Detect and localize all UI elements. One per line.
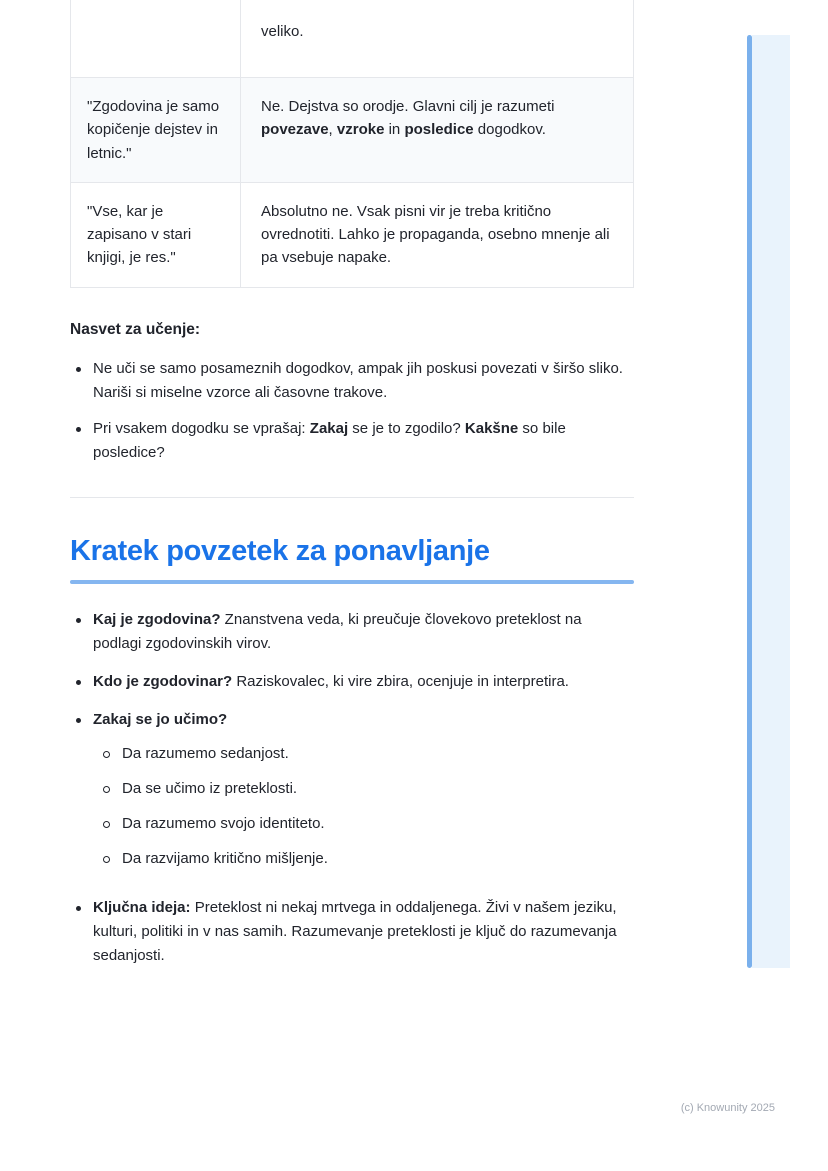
table-row bbox=[71, 78, 633, 183]
sub-list-item-text: Da razvijamo kritično mišljenje. bbox=[122, 850, 328, 868]
text-segment: se je to zgodilo? bbox=[348, 419, 465, 437]
text-segment: so bile posledice? bbox=[93, 419, 566, 461]
list-item bbox=[70, 357, 634, 405]
sub-list-item-text: Da se učimo iz preteklosti. bbox=[122, 780, 298, 798]
list-item-text bbox=[93, 357, 634, 405]
sub-list-item bbox=[93, 847, 634, 871]
circle-bullet-icon bbox=[103, 856, 110, 863]
sub-list-item bbox=[93, 742, 634, 766]
list-item bbox=[70, 608, 634, 656]
bullet-icon bbox=[76, 618, 81, 623]
bullet-icon bbox=[76, 680, 81, 685]
bullet-icon bbox=[76, 718, 81, 723]
document-page bbox=[70, 0, 634, 982]
list-item-text bbox=[93, 708, 634, 882]
list-item bbox=[70, 417, 634, 465]
section-divider bbox=[70, 497, 634, 498]
table-cell-claim bbox=[71, 78, 241, 182]
summary-list bbox=[70, 608, 634, 968]
text-segment: Znanstvena veda, ki preučuje človekovo preteklost na podlagi zgodovinskih virov. bbox=[93, 611, 582, 653]
text-segment: Raziskovalec, ki vire zbira, ocenjuje in interpretira. bbox=[232, 673, 569, 691]
table-cell-response bbox=[241, 0, 633, 77]
list-item bbox=[70, 708, 634, 882]
heading-underline bbox=[70, 580, 634, 584]
text-segment: in bbox=[384, 121, 405, 139]
text-segment: povezave bbox=[261, 121, 329, 139]
list-item-text bbox=[93, 608, 634, 656]
text-segment: vzroke bbox=[336, 121, 385, 139]
sub-list-item-text: Da razumemo sedanjost. bbox=[122, 745, 289, 763]
bullet-icon bbox=[76, 367, 81, 372]
text-segment: posledice bbox=[404, 121, 474, 139]
list-item bbox=[70, 896, 634, 968]
text-segment: Zakaj se jo učimo? bbox=[93, 711, 228, 729]
text-segment: Preteklost ni nekaj mrtvega in oddaljenega. Živi v našem jeziku, kulturi, politiki in v nas samih. Razumevanje preteklosti je ključ do razumevanja sedanjosti. bbox=[93, 899, 617, 965]
circle-bullet-icon bbox=[103, 786, 110, 793]
text-segment: Ne uči se samo posameznih dogodkov, ampak jih poskusi povezati v širšo sliko. Nariši si miselne vzorce ali časovne trakove. bbox=[93, 359, 623, 401]
copyright-footer: (c) Knowunity 2025 bbox=[680, 1102, 775, 1114]
sub-list-item bbox=[93, 777, 634, 801]
sub-list bbox=[93, 742, 634, 871]
table-cell-claim bbox=[71, 183, 241, 287]
circle-bullet-icon bbox=[103, 751, 110, 758]
summary-heading: Kratek povzetek za ponavljanje bbox=[70, 534, 490, 567]
text-segment: Zakaj bbox=[309, 419, 349, 437]
text-segment: dogodkov. bbox=[473, 121, 546, 139]
sub-list-item-text: Da razumemo svojo identiteto. bbox=[122, 815, 325, 833]
text-segment: Pri vsakem dogodku se vprašaj: bbox=[93, 419, 310, 437]
bullet-icon bbox=[76, 427, 81, 432]
bullet-icon bbox=[76, 906, 81, 911]
text-segment: Absolutno ne. Vsak pisni vir je treba kritično ovrednotiti. Lahko je propaganda, osebno mnenje ali pa vsebuje napake. bbox=[261, 202, 610, 267]
tips-list bbox=[70, 357, 634, 465]
text-segment: "Vse, kar je zapisano v stari knjigi, je res." bbox=[87, 202, 192, 267]
table-row bbox=[71, 183, 633, 287]
table-row bbox=[71, 0, 633, 78]
table-cell-response bbox=[241, 183, 633, 287]
text-segment: Kaj je zgodovina? bbox=[93, 611, 221, 629]
list-item-text bbox=[93, 417, 634, 465]
text-segment: Ključna ideja: bbox=[93, 899, 191, 917]
circle-bullet-icon bbox=[103, 821, 110, 828]
sub-list-item bbox=[93, 812, 634, 836]
text-segment: veliko. bbox=[261, 23, 304, 40]
list-item bbox=[70, 670, 634, 694]
text-segment: Ne. Dejstva so orodje. Glavni cilj je razumeti bbox=[261, 98, 555, 115]
page-edge-accent-pane bbox=[752, 35, 790, 968]
text-segment: Kakšne bbox=[464, 419, 519, 437]
table-cell-claim bbox=[71, 0, 241, 77]
list-item-text bbox=[93, 896, 634, 968]
tips-heading: Nasvet za učenje: bbox=[70, 320, 201, 338]
list-item-text bbox=[93, 670, 634, 694]
text-segment: , bbox=[328, 121, 337, 139]
comparison-table bbox=[70, 0, 634, 288]
text-segment: Kdo je zgodovinar? bbox=[93, 673, 233, 691]
table-cell-response bbox=[241, 78, 633, 182]
text-segment: "Zgodovina je samo kopičenje dejstev in letnic." bbox=[87, 98, 220, 162]
